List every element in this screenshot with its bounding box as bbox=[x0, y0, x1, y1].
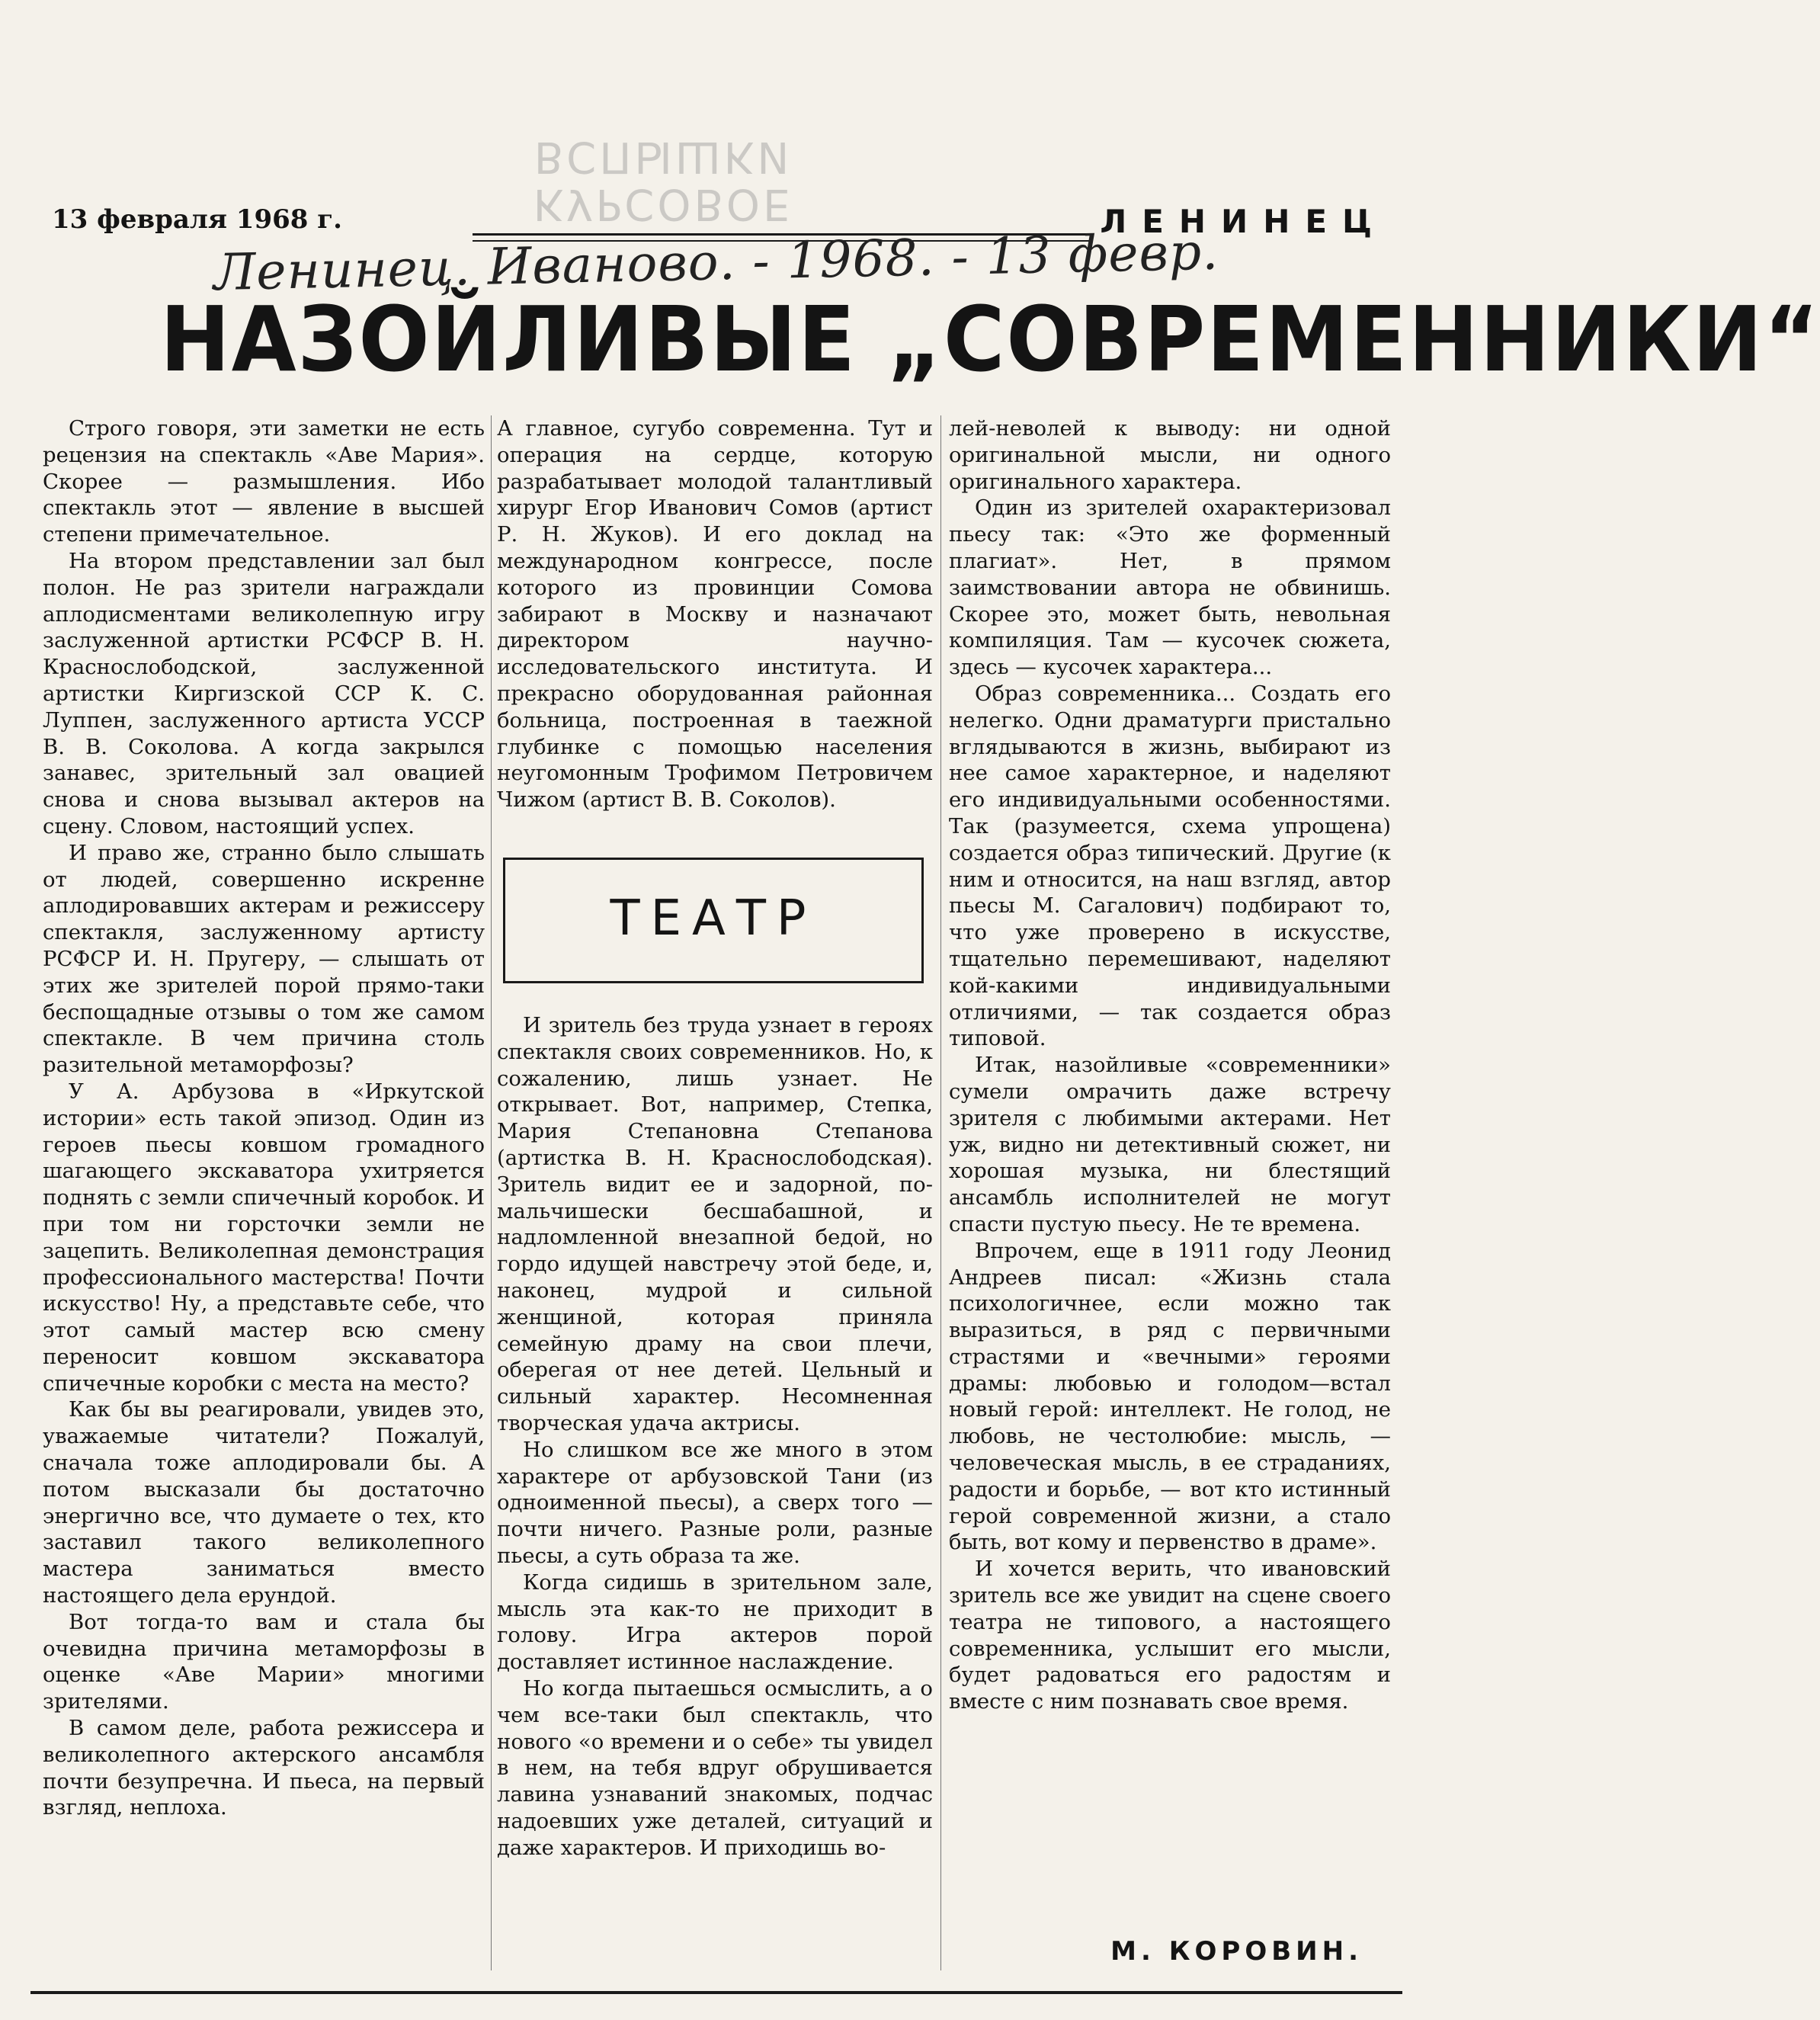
paragraph: Но когда пытаешься осмыслить, а о чем все-таки был спектакль, что нового «о времени и о себе» ты увидел в нем, на тебя вдруг обрушивается лавина узнаваний знакомых, подчас надоевших уже деталей, ситуаций и даже характеров. И приходишь во- bbox=[497, 1675, 933, 1860]
bottom-rule bbox=[30, 1991, 1402, 1994]
paragraph: лей-неволей к выводу: ни одной оригинальной мысли, ни одного оригинального характера. bbox=[949, 416, 1391, 494]
rubric-title: ТЕАТР bbox=[610, 890, 817, 947]
paragraph: А главное, сугубо современна. Тут и операция на сердце, которую разрабатывает молодой талантливый хирург Егор Иванович Сомов (артист Р. Н. Жуков). И его доклад на международном конгрессе, после которого из провинции Сомова забирают в Москву и назначают директором научно-исследовательского института. И прекрасно оборудованная районная больница, построенная в таежной глубинке с помощью населения неугомонным Трофимом Петровичем Чижом (артист В. В. Соколов). bbox=[497, 416, 933, 813]
newspaper-name: ЛЕНИНЕЦ bbox=[1100, 203, 1387, 240]
paragraph: В самом деле, работа режиссера и великолепного актерского ансамбля почти безупречна. И пьеса, на первый взгляд, неплоха. bbox=[43, 1716, 485, 1820]
article-headline: НАЗОЙЛИВЫЕ „СОВРЕМЕННИКИ“ bbox=[160, 287, 1820, 392]
paragraph: Итак, назойливые «современники» сумели омрачить даже встречу зрителя с любимыми актерами. Нет уж, видно ни детективный сюжет, ни хорошая музыка, ни блестящий ансамбль исполнителей не могут спасти пустую пьесу. Не те времена. bbox=[949, 1053, 1391, 1236]
faded-stamp: КУРСОВОЕ ВСПЫШКИ bbox=[533, 132, 793, 229]
article-column-2-bottom bbox=[497, 1012, 933, 1861]
issue-date: 13 февраля 1968 г. bbox=[52, 204, 342, 235]
paragraph: И зритель без труда узнает в героях спектакля своих современников. Но, к сожалению, лишь узнает. Не открывает. Вот, например, Степка, Мария Степановна Степанова (артистка В. Н. Краснослободская). Зритель видит ее и задорной, по-мальчишески бесшабашной, и надломленной внезапной бедой, но гордо идущей навстречу этой беде, и, наконец, мудрой и сильной женщиной, которая приняла семейную драму на свои плечи, оберегая от нее детей. Цельный и сильный характер. Несомненная творческая удача актрисы. bbox=[497, 1013, 933, 1435]
paragraph: Впрочем, еще в 1911 году Леонид Андреев писал: «Жизнь стала психологичнее, если можно так выразиться, в ряд с первичными страстями и «вечными» героями драмы: любовью и голодом—встал новый герой: интеллект. Не голод, не любовь, не честолюбие: мысль, — человеческая мысль, в ее страданиях, радости и борьбе, — вот кто истинный герой современной жизни, а стало быть, вот кому и первенство в драме». bbox=[949, 1238, 1391, 1555]
column-divider bbox=[491, 415, 492, 1970]
paragraph: На втором представлении зал был полон. Не раз зрители награждали аплодисментами великолепную игру заслуженной артистки РСФСР В. Н. Краснослободской, заслуженной артистки Киргизской ССР К. С. Луппен, заслуженного артиста УССР В. В. Соколова. А когда закрылся занавес, зрительный зал овацией снова и снова вызывал актеров на сцену. Словом, настоящий успех. bbox=[43, 548, 485, 838]
paragraph: И хочется верить, что ивановский зритель все же увидит на сцене своего театра не типового, а настоящего современника, услышит его мысли, будет радоваться его радостям и вместе с ним познавать свое время. bbox=[949, 1557, 1391, 1714]
handwritten-note: Ленинец. Иваново. - 1968. - 13 февр. bbox=[213, 222, 1219, 303]
article-column-1 bbox=[43, 415, 485, 1821]
rubric-box bbox=[503, 858, 924, 983]
paragraph: Но слишком все же много в этом характере от арбузовской Тани (из одноименной пьесы), а сверх того — почти ничего. Разные роли, разные пьесы, а суть образа та же. bbox=[497, 1437, 933, 1568]
paragraph: Один из зрителей охарактеризовал пьесу так: «Это же форменный плагиат». Нет, в прямом заимствовании автора не обвинишь. Скорее это, может быть, невольная компиляция. Там — кусочек сюжета, здесь — кусочек характера... bbox=[949, 495, 1391, 680]
paragraph: Строго говоря, эти заметки не есть рецензия на спектакль «Аве Мария». Скорее — размышления. Ибо спектакль этот — явление в высшей степени примечательное. bbox=[43, 416, 485, 547]
paragraph: Когда сидишь в зрительном зале, мысль эта как-то не приходит в голову. Игра актеров порой доставляет истинное наслаждение. bbox=[497, 1570, 933, 1675]
paragraph: Образ современника... Создать его нелегко. Одни драматурги пристально вглядываются в жизнь, выбирают из нее самое характерное, и наделяют его индивидуальными особенностями. Так (разумеется, схема упрощена) создается образ типический. Другие (к ним и относится, на наш взгляд, автор пьесы М. Сагалович) подбирают то, что уже проверено в искусстве, тщательно перемешивают, наделяют кой-какими индивидуальными отличиями, — так создается образ типовой. bbox=[949, 681, 1391, 1051]
article-column-3 bbox=[949, 415, 1391, 1715]
article-column-2-top bbox=[497, 415, 933, 813]
paragraph: Как бы вы реагировали, увидев это, уважаемые читатели? Пожалуй, сначала тоже аплодировали бы. А потом высказали бы достаточно энергично все, что думаете о тех, кто заставил такого великолепного мастера заниматься вместо настоящего дела ерундой. bbox=[43, 1397, 485, 1608]
paragraph: У А. Арбузова в «Иркутской истории» есть такой эпизод. Один из героев пьесы ковшом громадного шагающего экскаватора ухитряется поднять с земли спичечный коробок. И при том ни горсточки земли не зацепить. Великолепная демонстрация профессионального мастерства! Почти искусство! Ну, а представьте себе, что этот самый мастер всю смену переносит ковшом экскаватора спичечные коробки с места на место? bbox=[43, 1079, 485, 1396]
paragraph: Вот тогда-то вам и стала бы очевидна причина метаморфозы в оценке «Аве Марии» многими зрителями. bbox=[43, 1609, 485, 1714]
paragraph: И право же, странно было слышать от людей, совершенно искренне аплодировавших актерам и режиссеру спектакля, заслуженному артисту РСФСР И. Н. Пругеру, — слышать от этих же зрителей порой прямо-таки беспощадные отзывы о том же самом спектакле. В чем причина столь разительной метаморфозы? bbox=[43, 840, 485, 1078]
author-signature: М. КОРОВИН. bbox=[1110, 1936, 1363, 1967]
column-divider bbox=[940, 415, 941, 1970]
